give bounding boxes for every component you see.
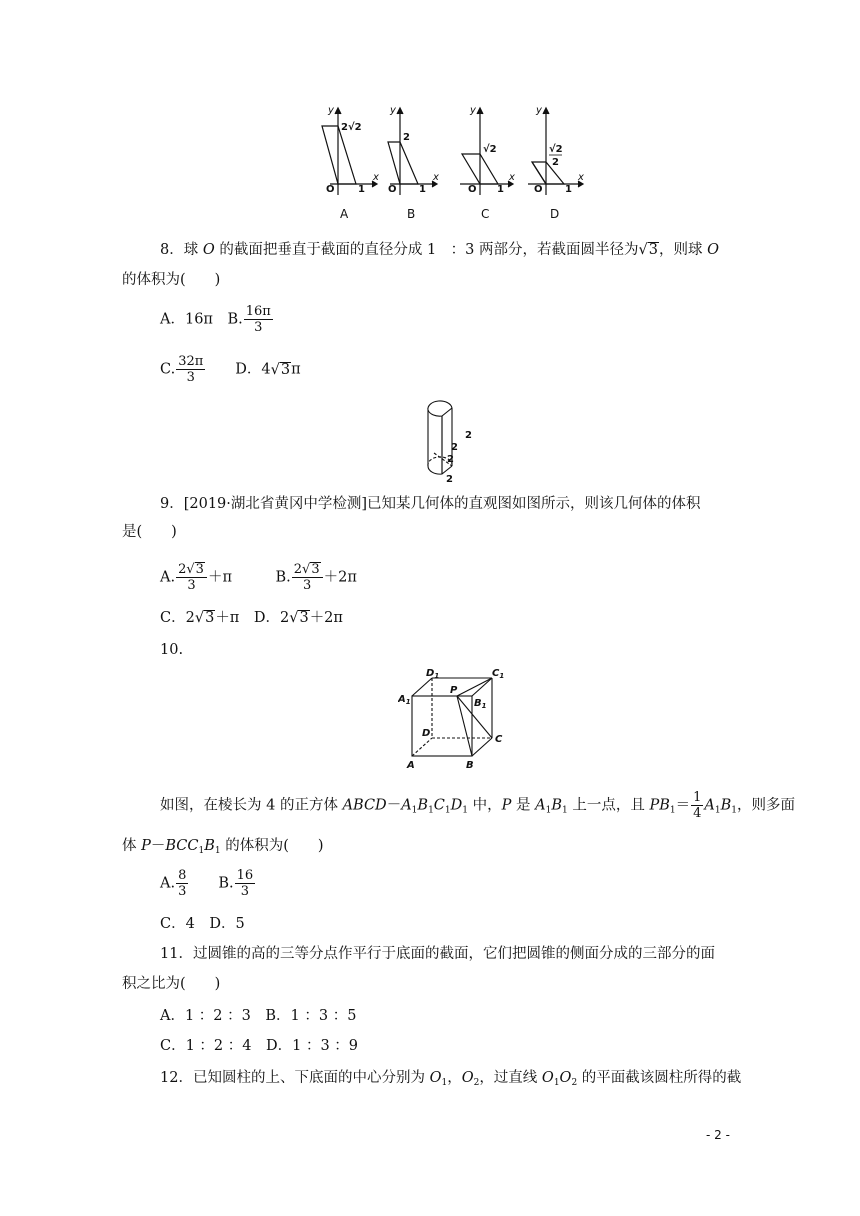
svg-text:A: A [407, 760, 415, 771]
svg-text:y: y [470, 105, 476, 116]
q10-options-ab: A. $\frac{8}{3}$ B. $\frac{16}{3}$ [160, 868, 254, 899]
q8-options-ab: A．16π B. $\frac{16\pi}{3}$ [160, 304, 271, 335]
svg-text:2: 2 [451, 442, 458, 453]
svg-text:1: 1 [497, 184, 504, 195]
svg-text:y: y [536, 105, 542, 116]
svg-text:2: 2 [403, 132, 410, 143]
svg-text:O: O [326, 184, 335, 195]
svg-text:C: C [495, 734, 503, 745]
svg-text:O: O [388, 184, 397, 195]
svg-text:√2: √2 [483, 144, 497, 155]
q11-line2: 积之比为( ) [122, 976, 221, 992]
svg-text:x: x [373, 172, 379, 183]
svg-text:D1: $D_1$ [426, 668, 440, 680]
q9-line2: 是( ) [122, 524, 177, 540]
q12-line1: 12．已知圆柱的上、下底面的中心分别为 $O_1$，$O_2$，过直线 $O_1O_2$ 的平面截该圆柱所得的截 [160, 1070, 742, 1088]
svg-text:A1: $A_1$ [398, 694, 411, 706]
q8-options-cd: C. $\frac{32\pi}{3}$ D．4√3π [160, 354, 301, 385]
q11-options-cd: C．1 ：2 ：4 D．1 ：3 ：9 [160, 1038, 359, 1054]
q10-number: 10. [160, 642, 184, 658]
svg-text:D: D [422, 728, 431, 739]
q10-line2: 体 $P-BCC_1B_1$ 的体积为( ) [122, 838, 324, 856]
svg-text:D: D [550, 207, 560, 221]
svg-text:C: C [481, 207, 490, 221]
svg-text:x: x [433, 172, 439, 183]
svg-text:C1: $C_1$ [492, 668, 505, 680]
svg-text:y: y [328, 105, 334, 116]
svg-text:B1: $B_1$ [474, 698, 487, 710]
svg-text:y: y [390, 105, 396, 116]
svg-text:2: 2 [552, 157, 559, 168]
svg-text:O: O [468, 184, 477, 195]
q9-line1: 9．[2019·湖北省黄冈中学检测]已知某几何体的直观图如图所示，则该几何体的体积 [160, 496, 701, 512]
q9-options-ab: A. $\frac{2√3}{3}$ ＋π B. $\frac{2√3}{3}$ ＋2π [160, 562, 357, 593]
q10-line1: 如图，在棱长为 4 的正方体 $ABCD-A_1B_1C_1D_1$ 中，P 是 $A_1B_1$ 上一点，且 $PB_1=$ $\frac{1}{4}$ $A_1B_1$，则多面 [160, 790, 795, 821]
q11-options-ab: A．1 ：2 ：3 B．1 ：3 ：5 [160, 1008, 357, 1024]
q11-line1: 11．过圆锥的高的三等分点作平行于底面的截面，它们把圆锥的侧面分成的三部分的面 [160, 946, 715, 962]
svg-text:x: x [509, 172, 515, 183]
half-cylinder-figure [420, 398, 480, 483]
svg-text:O: O [534, 184, 543, 195]
svg-text:2: 2 [446, 474, 453, 483]
svg-text:x: x [578, 172, 584, 183]
svg-text:1: 1 [419, 184, 426, 195]
svg-text:√2: √2 [549, 144, 563, 155]
svg-text:B: B [466, 760, 474, 771]
svg-text:1: 1 [358, 184, 365, 195]
q8-line1: 8．球 O 的截面把垂直于截面的直径分成 1 ：3 两部分，若截面圆半径为√3，则球 O [160, 242, 719, 258]
svg-text:B: B [407, 207, 416, 221]
svg-text:2√2: 2√2 [341, 122, 362, 133]
svg-text:2: 2 [447, 454, 454, 465]
svg-text:A: A [340, 207, 349, 221]
q8-line2: 的体积为( ) [122, 272, 221, 288]
svg-text:2: 2 [465, 430, 472, 441]
page-number: - 2 - [706, 1128, 730, 1142]
q9-options-cd: C．2√3＋π D．2√3＋2π [160, 610, 343, 626]
svg-text:1: 1 [565, 184, 572, 195]
cube-figure [398, 668, 508, 774]
projection-options-figure [310, 100, 600, 225]
q10-options-cd: C．4 D．5 [160, 916, 245, 932]
svg-text:P: P [450, 685, 458, 696]
